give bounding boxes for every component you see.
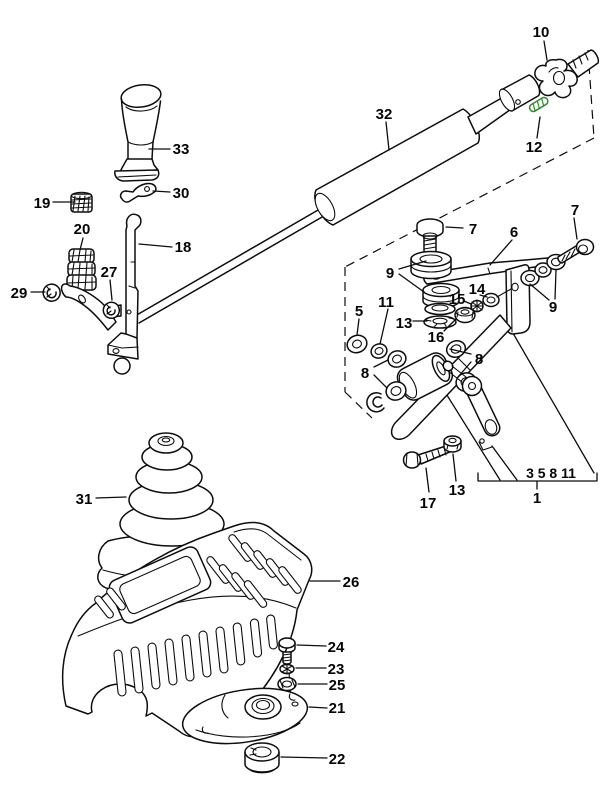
ring-8-a — [386, 348, 408, 369]
callout-1: 1 — [532, 490, 542, 507]
coupling-10 — [535, 50, 598, 98]
circlip-29 — [43, 284, 60, 301]
callout-16: 16 — [427, 329, 445, 346]
washer-14 — [483, 294, 499, 307]
callout-13-lower: 13 — [448, 482, 466, 499]
nut-25 — [278, 678, 296, 691]
callout-24: 24 — [327, 639, 345, 656]
lock-washer-23 — [280, 664, 294, 674]
shift-lever-18 — [62, 214, 141, 374]
callout-14: 14 — [468, 281, 486, 298]
callout-29: 29 — [10, 285, 28, 302]
callout-6: 6 — [509, 224, 519, 241]
spring-clip-30 — [121, 183, 156, 202]
shift-knob-33 — [115, 82, 163, 181]
callout-27: 27 — [100, 264, 118, 281]
circlip-8-group — [367, 393, 384, 412]
callout-32: 32 — [375, 106, 393, 123]
nut-16 — [455, 308, 475, 323]
grommet-22 — [245, 743, 279, 773]
callout-20: 20 — [73, 221, 91, 238]
callout-21: 21 — [328, 700, 346, 717]
callout-22: 22 — [328, 751, 346, 768]
bushing-stack-20 — [67, 249, 96, 290]
callout-30: 30 — [172, 185, 190, 202]
tube-32 — [311, 109, 479, 225]
callout-17: 17 — [419, 495, 437, 512]
bolt-7-right — [558, 240, 594, 264]
callout-11: 11 — [378, 294, 394, 311]
callout-18: 18 — [174, 239, 192, 256]
grommet-5 — [345, 333, 370, 356]
callout-19: 19 — [33, 195, 51, 212]
callout-9-left: 9 — [385, 265, 395, 282]
callout-10: 10 — [532, 24, 550, 41]
ring-11 — [369, 342, 389, 361]
callout-12: 12 — [525, 139, 543, 156]
callout-group-row: 3 5 8 11 — [526, 465, 576, 481]
callout-31: 31 — [75, 491, 93, 508]
bushing-9-upper — [411, 252, 451, 279]
callout-15: 15 — [448, 291, 466, 308]
slotted-washer-13 — [424, 316, 456, 328]
callout-26: 26 — [342, 574, 360, 591]
callout-13-mid: 13 — [395, 315, 413, 332]
clip-27 — [103, 302, 119, 318]
callout-9-right: 9 — [548, 299, 558, 316]
callout-33: 33 — [172, 141, 190, 158]
bolt-7-left — [417, 219, 443, 254]
shift-rod — [135, 206, 329, 323]
callout-8-left: 8 — [360, 365, 370, 382]
callout-25: 25 — [328, 677, 346, 694]
callout-5: 5 — [354, 303, 364, 320]
callout-7-right: 7 — [570, 202, 580, 219]
callout-7-left: 7 — [468, 221, 478, 238]
callout-8-right: 8 — [474, 351, 484, 368]
callout-23: 23 — [327, 661, 345, 678]
nut-13-lower — [444, 436, 461, 452]
